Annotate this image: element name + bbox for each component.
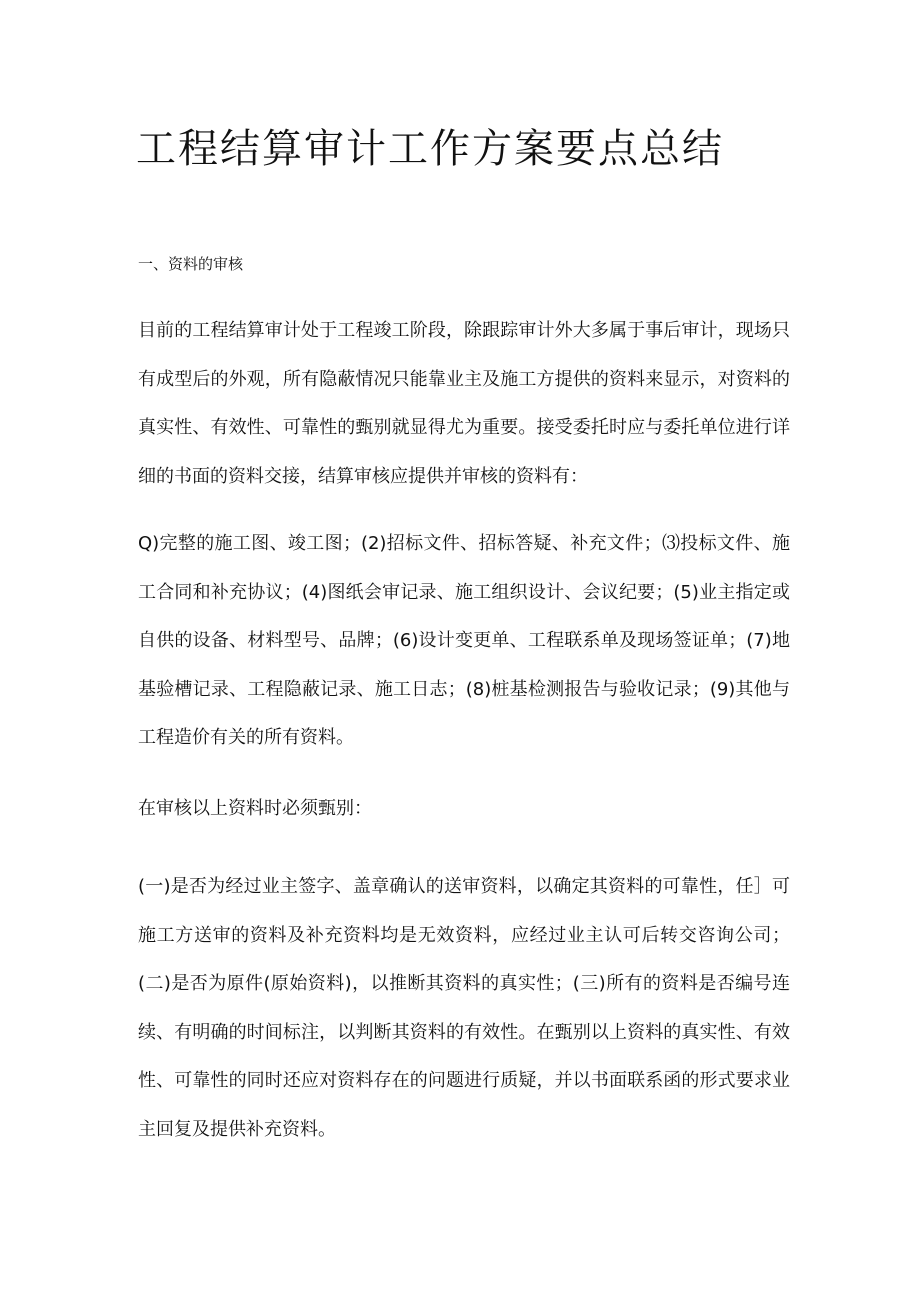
paragraph-review-criteria: (一)是否为经过业主签字、盖章确认的送审资料，以确定其资料的可靠性，任］可施工方送审的资料及补充资料均是无效资料，应经过业主认可后转交咨询公司；(二)是否为原件(原始资料)，以推断其资料的真实性；(三)所有的资料是否编号连续、有明确的时间标注，以判断其资料的有效性。在甄别以上资料的真实性、有效性、可靠性的同时还应对资料存在的问题进行质疑，并以书面联系函的形式要求业主回复及提供补充资料。 <box>138 876 790 1140</box>
paragraph-materials-list: Q)完整的施工图、竣工图；(2)招标文件、招标答疑、补充文件；⑶投标文件、施工合同和补充协议；(4)图纸会审记录、施工组织设计、会议纪要；(5)业主指定或自供的设备、材料型号、品牌；(6)设计变更单、工程联系单及现场签证单；(7)地基验槽记录、工程隐蔽记录、施工日志；(8)桩基检测报告与验收记录；(9)其他与工程造价有关的所有资料。 <box>138 533 790 749</box>
section-heading: 一、资料的审核 <box>138 255 244 273</box>
paragraph-intro: 目前的工程结算审计处于工程竣工阶段，除跟踪审计外大多属于事后审计，现场只有成型后的外观，所有隐蔽情况只能靠业主及施工方提供的资料来显示，对资料的真实性、有效性、可靠性的甄别就显得尤为重要。接受委托时应与委托单位进行详细的书面的资料交接，结算审核应提供并审核的资料有： <box>138 320 790 487</box>
paragraph-review-lead: 在审核以上资料时必须甄别： <box>138 798 372 819</box>
document-title: 工程结算审计工作方案要点总结 <box>136 126 724 172</box>
